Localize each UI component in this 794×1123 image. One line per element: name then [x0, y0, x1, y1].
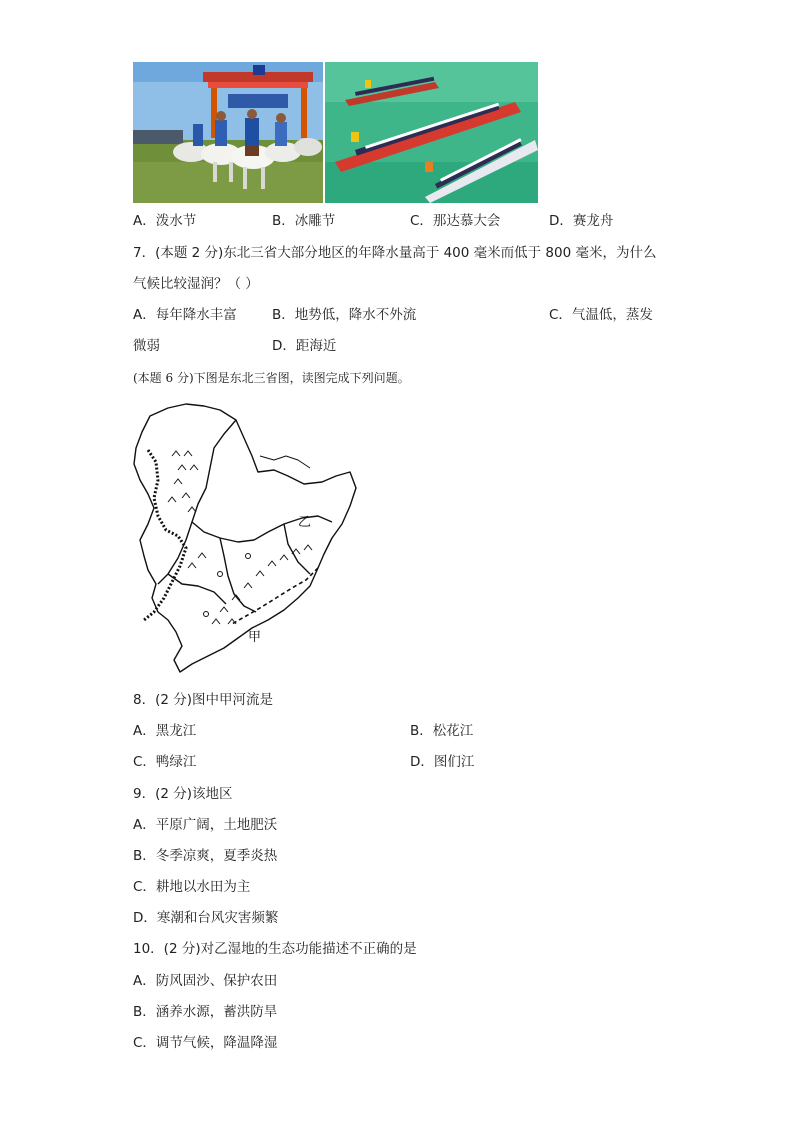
q9-option-a[interactable]: A．平原广阔，土地肥沃: [133, 817, 278, 833]
q8-option-c[interactable]: C．鸭绿江: [133, 754, 197, 770]
q6-option-c[interactable]: C．那达慕大会: [410, 213, 501, 229]
q6-option-a[interactable]: A．泼水节: [133, 213, 197, 229]
q7-option-c-continued: 微弱: [133, 338, 160, 354]
q7-stem-line1: 7．(本题 2 分)东北三省大部分地区的年降水量高于 400 毫米而低于 800 毫米，为什么: [133, 245, 657, 261]
q9-option-d[interactable]: D．寒潮和台风灾害频繁: [133, 910, 279, 926]
q10-option-a[interactable]: A．防风固沙、保护农田: [133, 973, 278, 989]
dragon-boat-photo: [325, 62, 538, 203]
q6-option-b[interactable]: B．冰雕节: [272, 213, 336, 229]
northeast-china-map: [128, 398, 360, 680]
map-label-jia: 甲: [248, 630, 262, 645]
q10-option-c[interactable]: C．调节气候，降温降湿: [133, 1035, 278, 1051]
naadam-photo: [133, 62, 323, 203]
q8-option-a[interactable]: A．黑龙江: [133, 723, 197, 739]
map-label-yi: 乙: [298, 515, 312, 530]
q7-stem-line2: 气候比较湿润？（ ）: [133, 276, 259, 292]
section-intro: (本题 6 分)下图是东北三省图，读图完成下列问题。: [133, 371, 410, 385]
q8-option-b[interactable]: B．松花江: [410, 723, 474, 739]
q9-option-c[interactable]: C．耕地以水田为主: [133, 879, 251, 895]
q6-option-d[interactable]: D．赛龙舟: [549, 213, 614, 229]
q7-option-d[interactable]: D．距海近: [272, 338, 337, 354]
q8-stem: 8．(2 分)图中甲河流是: [133, 692, 274, 708]
q7-option-c[interactable]: C．气温低，蒸发: [549, 307, 653, 323]
q9-stem: 9．(2 分)该地区: [133, 786, 233, 802]
q10-option-b[interactable]: B．涵养水源，蓄洪防旱: [133, 1004, 278, 1020]
q7-option-b[interactable]: B．地势低，降水不外流: [272, 307, 417, 323]
q8-option-d[interactable]: D．图们江: [410, 754, 475, 770]
q9-option-b[interactable]: B．冬季凉爽，夏季炎热: [133, 848, 278, 864]
q7-option-a[interactable]: A．每年降水丰富: [133, 307, 237, 323]
q10-stem: 10．(2 分)对乙湿地的生态功能描述不正确的是: [133, 941, 417, 957]
